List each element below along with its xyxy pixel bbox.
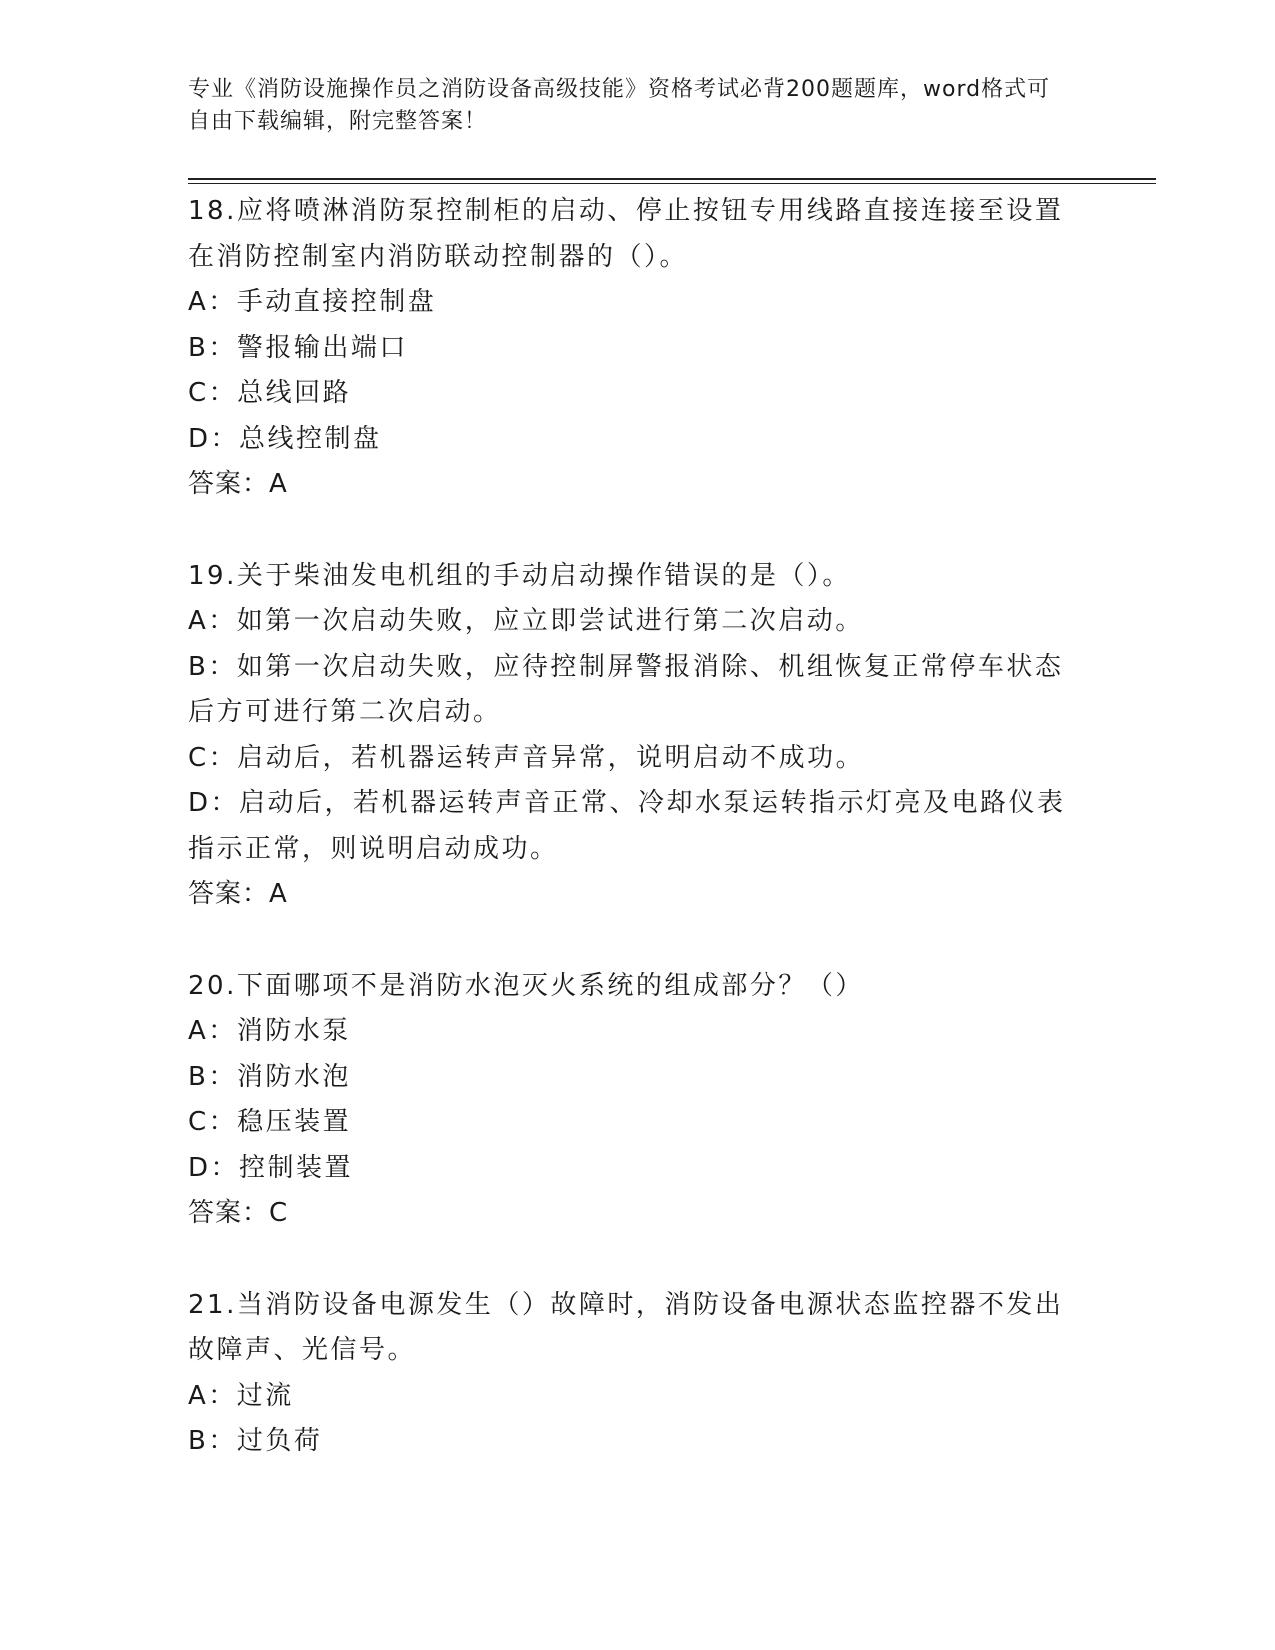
option-d: D：启动后，若机器运转声音正常、冷却水泵运转指示灯亮及电路仪表指示正常，则说明启动成功。 [188,788,1066,864]
header-divider-thick [188,178,1156,180]
answer: 答案：A [188,469,288,499]
option-b: B：警报输出端口 [188,332,408,363]
question-stem: 19.关于柴油发电机组的手动启动操作错误的是（）。 [188,560,851,591]
option-b: B：过负荷 [188,1426,323,1456]
option-b: B：消防水泡 [188,1061,351,1092]
question-19 [188,554,1078,918]
header-divider-thin [188,183,1156,184]
option-a: A：如第一次启动失败，应立即尝试进行第二次启动。 [188,606,864,636]
question-list [188,189,1078,1465]
question-stem: 21.当消防设备电源发生（）故障时，消防设备电源状态监控器不发出故障声、光信号。 [188,1289,1064,1365]
option-a: A：消防水泵 [188,1016,351,1046]
answer: 答案：C [188,1198,289,1228]
option-d: D：控制装置 [188,1152,354,1183]
option-a: A：过流 [188,1380,294,1411]
question-stem: 20.下面哪项不是消防水泡灭火系统的组成部分？（） [188,970,864,1001]
question-20 [188,964,1078,1237]
option-b: B：如第一次启动失败，应待控制屏警报消除、机组恢复正常停车状态后方可进行第二次启动。 [188,651,1064,727]
question-stem: 18.应将喷淋消防泵控制柜的启动、停止按钮专用线路直接连接至设置在消防控制室内消防联动控制器的（）。 [188,196,1064,272]
option-c: C：启动后，若机器运转声音异常，说明启动不成功。 [188,742,865,773]
option-d: D：总线控制盘 [188,423,382,454]
answer: 答案：A [188,879,288,909]
question-18 [188,189,1078,508]
option-a: A：手动直接控制盘 [188,287,437,317]
document-header: 专业《消防设施操作员之消防设备高级技能》资格考试必背200题题库，word格式可自由下载编辑，附完整答案！ [188,77,1051,134]
option-c: C：稳压装置 [188,1107,352,1137]
question-21 [188,1283,1078,1465]
option-c: C：总线回路 [188,378,352,408]
